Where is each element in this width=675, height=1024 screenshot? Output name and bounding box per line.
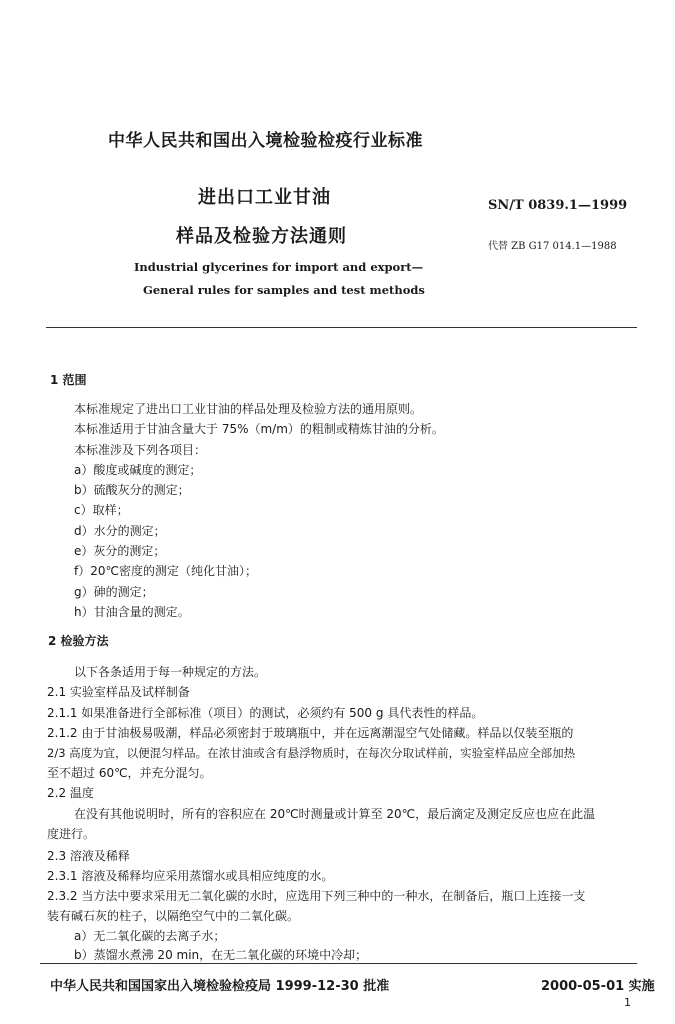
replaces-standard: 代替 ZB G17 014.1—1988 — [488, 241, 617, 252]
document-title-line-2: 样品及检验方法通则 — [176, 226, 347, 247]
body-line: 在没有其他说明时，所有的容积应在 20℃时测量或计算至 20℃，最后滴定及测定反应也应在此温 — [74, 807, 596, 821]
list-item: b）硫酸灰分的测定； — [74, 483, 190, 497]
footer-divider — [40, 963, 637, 964]
body-line: 2.1.1 如果准备进行全部标准（项目）的测试，必须约有 500 g 具代表性的样品。 — [47, 706, 484, 720]
subsection-heading: 2.1 实验室样品及试样制备 — [47, 685, 190, 699]
body-line: 2/3 高度为宜，以便混匀样品。在浓甘油或含有悬浮物质时，在每次分取试样前，实验室样品应全部加热 — [47, 746, 576, 760]
section-heading: 1 范围 — [50, 373, 87, 387]
body-line: 本标准适用于甘油含量大于 75%（m/m）的粗制或精炼甘油的分析。 — [74, 422, 444, 436]
standard-number: SN/T 0839.1—1999 — [488, 198, 628, 213]
approval-issuer: 中华人民共和国国家出入境检验检疫局 1999-12-30 批准 — [50, 979, 390, 994]
list-item: d）水分的测定； — [74, 524, 166, 538]
effective-date: 2000-05-01 实施 — [541, 979, 655, 994]
list-item: g）砷的测定； — [74, 585, 154, 599]
section-heading: 2 检验方法 — [48, 634, 109, 648]
body-line: 本标准涉及下列各项目： — [74, 443, 207, 457]
header-divider — [46, 327, 637, 328]
document-title-line-1: 进出口工业甘油 — [198, 187, 331, 208]
list-item: h）甘油含量的测定。 — [74, 605, 190, 619]
list-item: a）无二氧化碳的去离子水； — [74, 929, 226, 943]
english-title-line-1: Industrial glycerines for import and export— — [134, 260, 424, 274]
body-line: 至不超过 60℃，并充分混匀。 — [47, 766, 212, 780]
subsection-heading: 2.2 温度 — [47, 786, 94, 800]
body-line: 本标准规定了进出口工业甘油的样品处理及检验方法的通用原则。 — [74, 402, 423, 416]
body-line: 2.3.2 当方法中要求采用无二氧化碳的水时，应选用下列三种中的一种水，在制备后，瓶口上连接一支 — [47, 889, 586, 903]
english-title-line-2: General rules for samples and test methods — [143, 283, 425, 297]
body-line: 装有碱石灰的柱子，以隔绝空气中的二氧化碳。 — [47, 909, 300, 923]
body-line: 以下各条适用于每一种规定的方法。 — [74, 665, 267, 679]
list-item: a）酸度或碱度的测定； — [74, 463, 202, 477]
subsection-heading: 2.3 溶液及稀释 — [47, 849, 130, 863]
list-item: e）灰分的测定； — [74, 544, 166, 558]
list-item: f）20℃密度的测定（纯化甘油）； — [74, 564, 257, 578]
page-number: 1 — [624, 996, 631, 1009]
body-line: 2.1.2 由于甘油极易吸潮，样品必须密封于玻璃瓶中，并在远离潮湿空气处储藏。样品以仅装至瓶的 — [47, 726, 574, 740]
list-item: b）蒸馏水煮沸 20 min，在无二氧化碳的环境中冷却； — [74, 948, 368, 962]
body-line: 度进行。 — [47, 827, 96, 841]
list-item: c）取样； — [74, 503, 129, 517]
issuing-body-title: 中华人民共和国出入境检验检疫行业标准 — [108, 131, 423, 151]
body-line: 2.3.1 溶液及稀释均应采用蒸馏水或具相应纯度的水。 — [47, 869, 334, 883]
